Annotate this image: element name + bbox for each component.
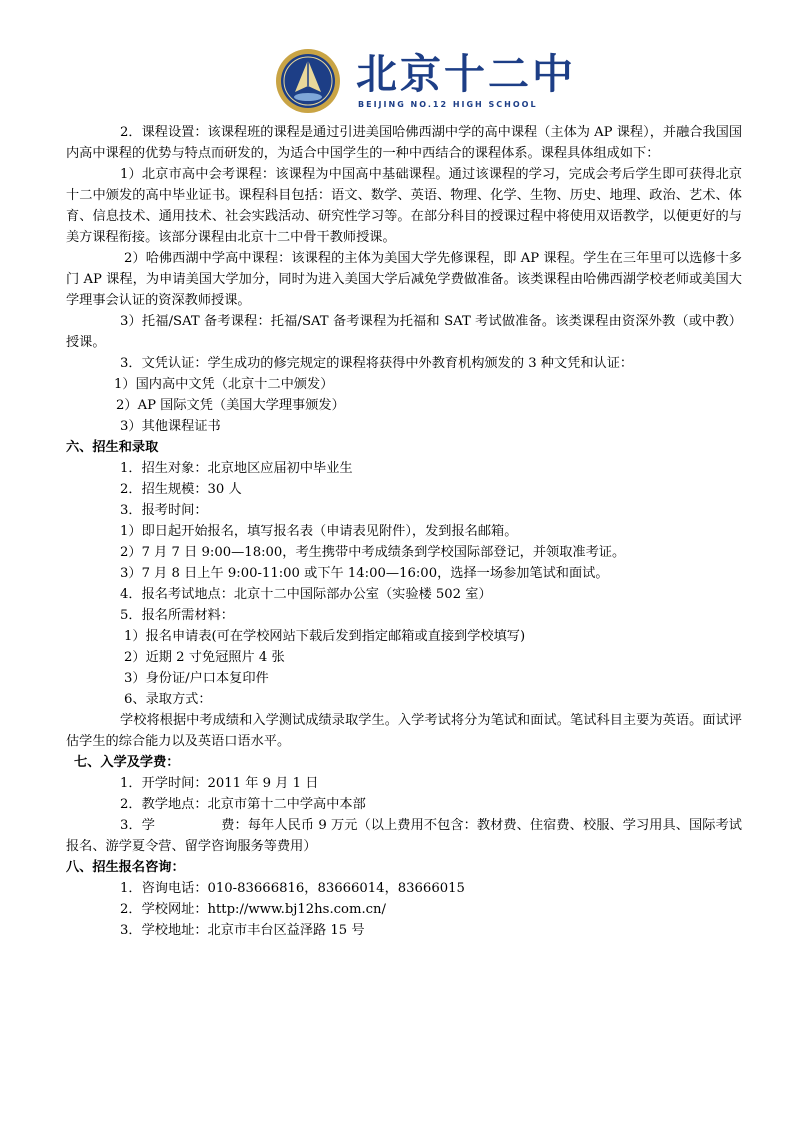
list-item: 3）7 月 8 日上午 9:00-11:00 或下午 14:00—16:00，选择一场参加笔试和面试。 [120, 566, 609, 581]
list-item: 5．报名所需材料： [120, 608, 234, 623]
course-setup-paragraph: 2．课程设置：该课程班的课程是通过引进美国哈佛西湖中学的高中课程（主体为 AP 课程），并融合我国国内高中课程的优势与特点而研发的，为适合中国学生的一种中西结合的课程体系。课程具体组成如下： [66, 125, 743, 161]
diploma-item-3: 3）其他课程证书 [120, 419, 221, 434]
list-item: 2．招生规模：30 人 [120, 482, 242, 497]
list-item: 1．开学时间：2011 年 9 月 1 日 [120, 776, 319, 791]
course-item-2: 2）哈佛西湖中学高中课程：该课程的主体为美国大学先修课程，即 AP 课程。学生在三年里可以选修十多门 AP 课程，为申请美国大学加分，同时为进入美国大学后减免学费做准备。该类课程由哈佛西湖学校老师或美国大学理事会认证的资深教师授课。 [66, 251, 742, 308]
diploma-item-2: 2）AP 国际文凭（美国大学理事颁发） [116, 398, 345, 413]
tuition-paragraph: 3．学 费：每年人民币 9 万元（以上费用不包含：教材费、住宿费、校服、学习用具、国际考试报名、游学夏令营、留学咨询服务等费用） [66, 818, 742, 854]
list-item: 2）近期 2 寸免冠照片 4 张 [124, 650, 285, 665]
contact-phone: 1．咨询电话：010-83666816，83666014，83666015 [120, 881, 465, 896]
school-name-en: BEIJING NO.12 HIGH SCHOOL [358, 100, 538, 109]
list-item: 1．招生对象：北京地区应届初中毕业生 [120, 461, 353, 476]
list-item: 2．教学地点：北京市第十二中学高中本部 [120, 797, 366, 812]
list-item: 3．报考时间： [120, 503, 208, 518]
school-address: 3．学校地址：北京市丰台区益泽路 15 号 [120, 923, 365, 938]
list-item: 1）报名申请表(可在学校网站下载后发到指定邮箱或直接到学校填写) [124, 629, 526, 644]
course-item-1: 1）北京市高中会考课程：该课程为中国高中基础课程。通过该课程的学习，完成会考后学生即可获得北京十二中颁发的高中毕业证书。课程科目包括：语文、数学、英语、物理、化学、生物、历史、地理、政治、艺术、体育、信息技术、通用技术、社会实践活动、研究性学习等。在部分科目的授课过程中将使用双语教学，以便更好的与美方课程衔接。该部分课程由北京十二中骨干教师授课。 [66, 167, 742, 245]
school-seal-icon [275, 48, 341, 114]
page-header [0, 40, 794, 120]
school-name-cn: 北京十二中 [356, 50, 576, 98]
list-item: 3）身份证/户口本复印件 [124, 671, 269, 686]
admission-paragraph: 学校将根据中考成绩和入学测试成绩录取学生。入学考试将分为笔试和面试。笔试科目主要为英语。面试评估学生的综合能力以及英语口语水平。 [66, 713, 742, 749]
list-item: 1）即日起开始报名，填写报名表（申请表见附件），发到报名邮箱。 [120, 524, 518, 539]
diploma-item-1: 1）国内高中文凭（北京十二中颁发） [114, 377, 334, 392]
list-item: 6、录取方式： [124, 692, 212, 707]
list-item: 2）7 月 7 日 9:00—18:00，考生携带中考成绩条到学校国际部登记，并领取准考证。 [120, 545, 626, 560]
section-7-title: 七、入学及学费： [74, 755, 180, 770]
list-item: 4．报名考试地点：北京十二中国际部办公室（实验楼 502 室） [120, 587, 492, 602]
diploma-paragraph: 3．文凭认证：学生成功的修完规定的课程将获得中外教育机构颁发的 3 种文凭和认证： [120, 356, 634, 371]
document-body [66, 122, 742, 941]
section-6-title: 六、招生和录取 [66, 440, 159, 455]
school-website: 2．学校网址：http://www.bj12hs.com.cn/ [120, 902, 386, 917]
section-8-title: 八、招生报名咨询： [66, 860, 185, 875]
course-item-3: 3）托福/SAT 备考课程：托福/SAT 备考课程为托福和 SAT 考试做准备。该类课程由资深外教（或中教）授课。 [66, 314, 742, 350]
